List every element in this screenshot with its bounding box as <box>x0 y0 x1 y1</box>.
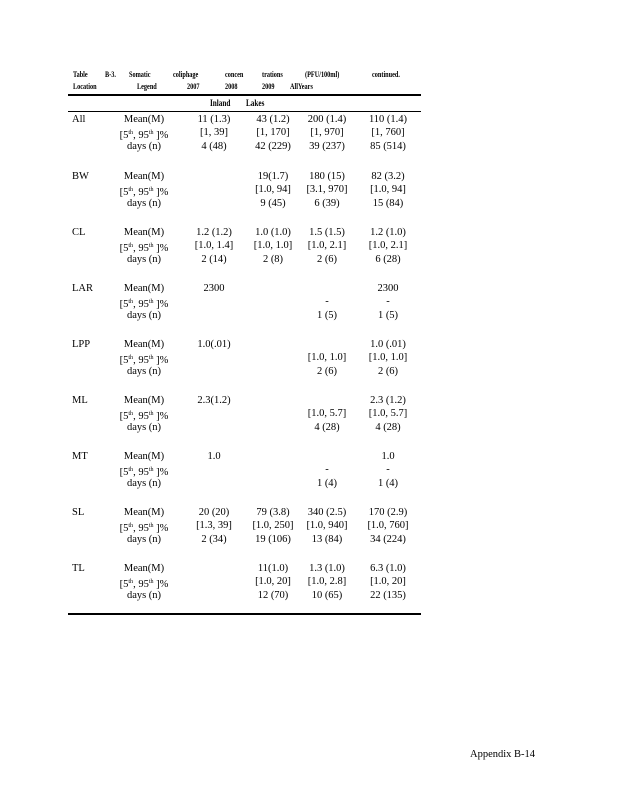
location-cell: LPP <box>72 339 91 350</box>
location-cell: BW <box>72 171 89 182</box>
header-year-2009: 2009 <box>262 82 275 91</box>
value-2009: [1, 970] <box>310 127 344 138</box>
value-all-years: [1.0, 94] <box>370 184 406 195</box>
header-legend: Legend <box>137 82 157 91</box>
value-2008: 9 (45) <box>260 198 286 209</box>
legend-mean: Mean(M) <box>123 395 165 406</box>
value-all-years: 170 (2.9) <box>368 507 408 518</box>
table-bottom-rule <box>68 613 421 615</box>
legend-days: days (n) <box>126 366 162 377</box>
legend-days: days (n) <box>126 590 162 601</box>
header-year-2007: 2007 <box>187 82 200 91</box>
value-2007: 4 (48) <box>201 141 227 152</box>
legend-mean: Mean(M) <box>123 451 165 462</box>
value-2009: 2 (6) <box>316 254 338 265</box>
legend-mean: Mean(M) <box>123 507 165 518</box>
header-trations: trations <box>262 70 283 79</box>
value-all-years: 85 (514) <box>370 141 406 152</box>
subheader-inland: Inland <box>210 98 231 108</box>
table-row-group <box>68 170 421 215</box>
value-2007: [1, 39] <box>200 127 228 138</box>
header-table: Table <box>73 70 88 79</box>
legend-percentile: [5th, 95th ]% <box>119 130 169 141</box>
value-all-years: [1.0, 760] <box>367 520 409 531</box>
value-2009: 39 (237) <box>309 141 345 152</box>
location-cell: CL <box>72 227 86 238</box>
value-2007: 20 (20) <box>198 507 230 518</box>
value-2009: 340 (2.5) <box>307 507 347 518</box>
subheader-rule <box>68 111 421 112</box>
value-all-years: [1.0, 2.1] <box>368 240 408 251</box>
legend-days: days (n) <box>126 198 162 209</box>
legend-percentile: [5th, 95th ]% <box>119 299 169 310</box>
value-2008: [1.0, 1.0] <box>253 240 293 251</box>
value-all-years: 1.0 <box>381 451 395 462</box>
value-2007: 11 (1.3) <box>197 114 231 125</box>
location-cell: SL <box>72 507 85 518</box>
legend-percentile: [5th, 95th ]% <box>119 579 169 590</box>
table-row-group <box>68 506 421 551</box>
value-2009: [1.0, 2.8] <box>307 576 347 587</box>
value-2008: 1.0 (1.0) <box>255 227 291 238</box>
header-rule <box>68 94 421 96</box>
header-year-2008: 2008 <box>225 82 238 91</box>
table-row-group <box>68 394 421 439</box>
location-cell: MT <box>72 451 88 462</box>
value-2009: 6 (39) <box>314 198 340 209</box>
legend-days: days (n) <box>126 141 162 152</box>
header-coliphage: coliphage <box>173 70 199 79</box>
value-2009: 10 (65) <box>311 590 343 601</box>
legend-mean: Mean(M) <box>123 283 165 294</box>
value-2009: [1.0, 2.1] <box>307 240 347 251</box>
value-2009: 1.3 (1.0) <box>309 563 345 574</box>
value-all-years: 2 (6) <box>377 366 399 377</box>
table-row-group <box>68 282 421 327</box>
legend-days: days (n) <box>126 422 162 433</box>
table-row-group <box>68 226 421 271</box>
subheader-lakes: Lakes <box>246 98 265 108</box>
legend-percentile: [5th, 95th ]% <box>119 243 169 254</box>
value-all-years: 1 (5) <box>377 310 399 321</box>
table-row-group <box>68 113 421 158</box>
value-2008: 43 (1.2) <box>256 114 290 125</box>
legend-days: days (n) <box>126 254 162 265</box>
value-2009: [1.0, 1.0] <box>307 352 347 363</box>
value-all-years: 1.2 (1.0) <box>370 227 406 238</box>
location-cell: LAR <box>72 283 93 294</box>
value-2009: 1 (4) <box>316 478 338 489</box>
value-2009: 1.5 (1.5) <box>309 227 345 238</box>
value-2007: [1.3, 39] <box>196 520 232 531</box>
table-row-group <box>68 338 421 383</box>
value-2009: 200 (1.4) <box>307 114 347 125</box>
legend-mean: Mean(M) <box>123 563 165 574</box>
value-2008: 12 (70) <box>257 590 289 601</box>
value-all-years: 6 (28) <box>375 254 401 265</box>
value-all-years: [1, 760] <box>371 127 405 138</box>
value-2009: [1.0, 940] <box>306 520 348 531</box>
value-all-years: 1.0 (.01) <box>370 339 406 350</box>
location-cell: All <box>72 114 86 125</box>
value-2009: 1 (5) <box>316 310 338 321</box>
header-continued: continued. <box>372 70 400 79</box>
location-cell: ML <box>72 395 88 406</box>
page-footer: Appendix B-14 <box>470 749 536 760</box>
value-2007: 1.2 (1.2) <box>196 227 232 238</box>
value-2008: [1.0, 20] <box>255 576 291 587</box>
value-2009: 2 (6) <box>316 366 338 377</box>
value-all-years: [1.0, 20] <box>370 576 406 587</box>
legend-percentile: [5th, 95th ]% <box>119 523 169 534</box>
value-2008: [1, 170] <box>256 127 290 138</box>
value-2009: 180 (15) <box>309 171 345 182</box>
header-concen: concen <box>225 70 244 79</box>
value-2007: 2.3(1.2) <box>197 395 231 406</box>
legend-mean: Mean(M) <box>123 339 165 350</box>
value-2008: [1.0, 250] <box>252 520 294 531</box>
value-all-years: [1.0, 1.0] <box>368 352 408 363</box>
value-2007: 2 (14) <box>201 254 227 265</box>
legend-days: days (n) <box>126 534 162 545</box>
header-somatic: Somatic <box>129 70 151 79</box>
value-all-years: 15 (84) <box>372 198 404 209</box>
legend-percentile: [5th, 95th ]% <box>119 355 169 366</box>
value-2007: [1.0, 1.4] <box>194 240 234 251</box>
value-2008: 11(1.0) <box>257 563 289 574</box>
value-2009: [3.1, 970] <box>306 184 348 195</box>
legend-mean: Mean(M) <box>123 227 165 238</box>
value-all-years: 2300 <box>377 283 399 294</box>
value-2008: [1.0, 94] <box>255 184 291 195</box>
value-2009: 4 (28) <box>314 422 340 433</box>
legend-percentile: [5th, 95th ]% <box>119 187 169 198</box>
value-all-years: 110 (1.4) <box>368 114 408 125</box>
value-all-years: 2.3 (1.2) <box>370 395 406 406</box>
value-2009: - <box>325 296 329 307</box>
legend-percentile: [5th, 95th ]% <box>119 467 169 478</box>
header-location: Location <box>73 82 97 91</box>
value-2007: 2 (34) <box>201 534 227 545</box>
value-all-years: - <box>386 464 390 475</box>
value-all-years: [1.0, 5.7] <box>368 408 408 419</box>
value-2008: 19(1.7) <box>257 171 289 182</box>
value-2007: 1.0 <box>207 451 221 462</box>
value-2008: 79 (3.8) <box>256 507 290 518</box>
legend-mean: Mean(M) <box>123 114 165 125</box>
value-2007: 1.0(.01) <box>197 339 231 350</box>
value-2008: 19 (106) <box>255 534 291 545</box>
value-2009: 13 (84) <box>311 534 343 545</box>
location-cell: TL <box>72 563 85 574</box>
legend-mean: Mean(M) <box>123 171 165 182</box>
value-all-years: - <box>386 296 390 307</box>
value-2009: [1.0, 5.7] <box>307 408 347 419</box>
table-row-group <box>68 450 421 495</box>
value-2007: 2300 <box>203 283 225 294</box>
value-all-years: 1 (4) <box>377 478 399 489</box>
legend-days: days (n) <box>126 478 162 489</box>
value-all-years: 34 (224) <box>370 534 406 545</box>
legend-percentile: [5th, 95th ]% <box>119 411 169 422</box>
value-all-years: 22 (135) <box>370 590 406 601</box>
header-table-number: B-3. <box>105 70 116 79</box>
value-all-years: 4 (28) <box>375 422 401 433</box>
value-all-years: 82 (3.2) <box>371 171 405 182</box>
value-2009: - <box>325 464 329 475</box>
value-2008: 42 (229) <box>255 141 291 152</box>
value-2008: 2 (8) <box>262 254 284 265</box>
value-all-years: 6.3 (1.0) <box>370 563 406 574</box>
legend-days: days (n) <box>126 310 162 321</box>
header-all-years: AllYears <box>290 82 313 91</box>
header-units: (PFU/100ml) <box>305 70 340 79</box>
table-row-group <box>68 562 421 607</box>
